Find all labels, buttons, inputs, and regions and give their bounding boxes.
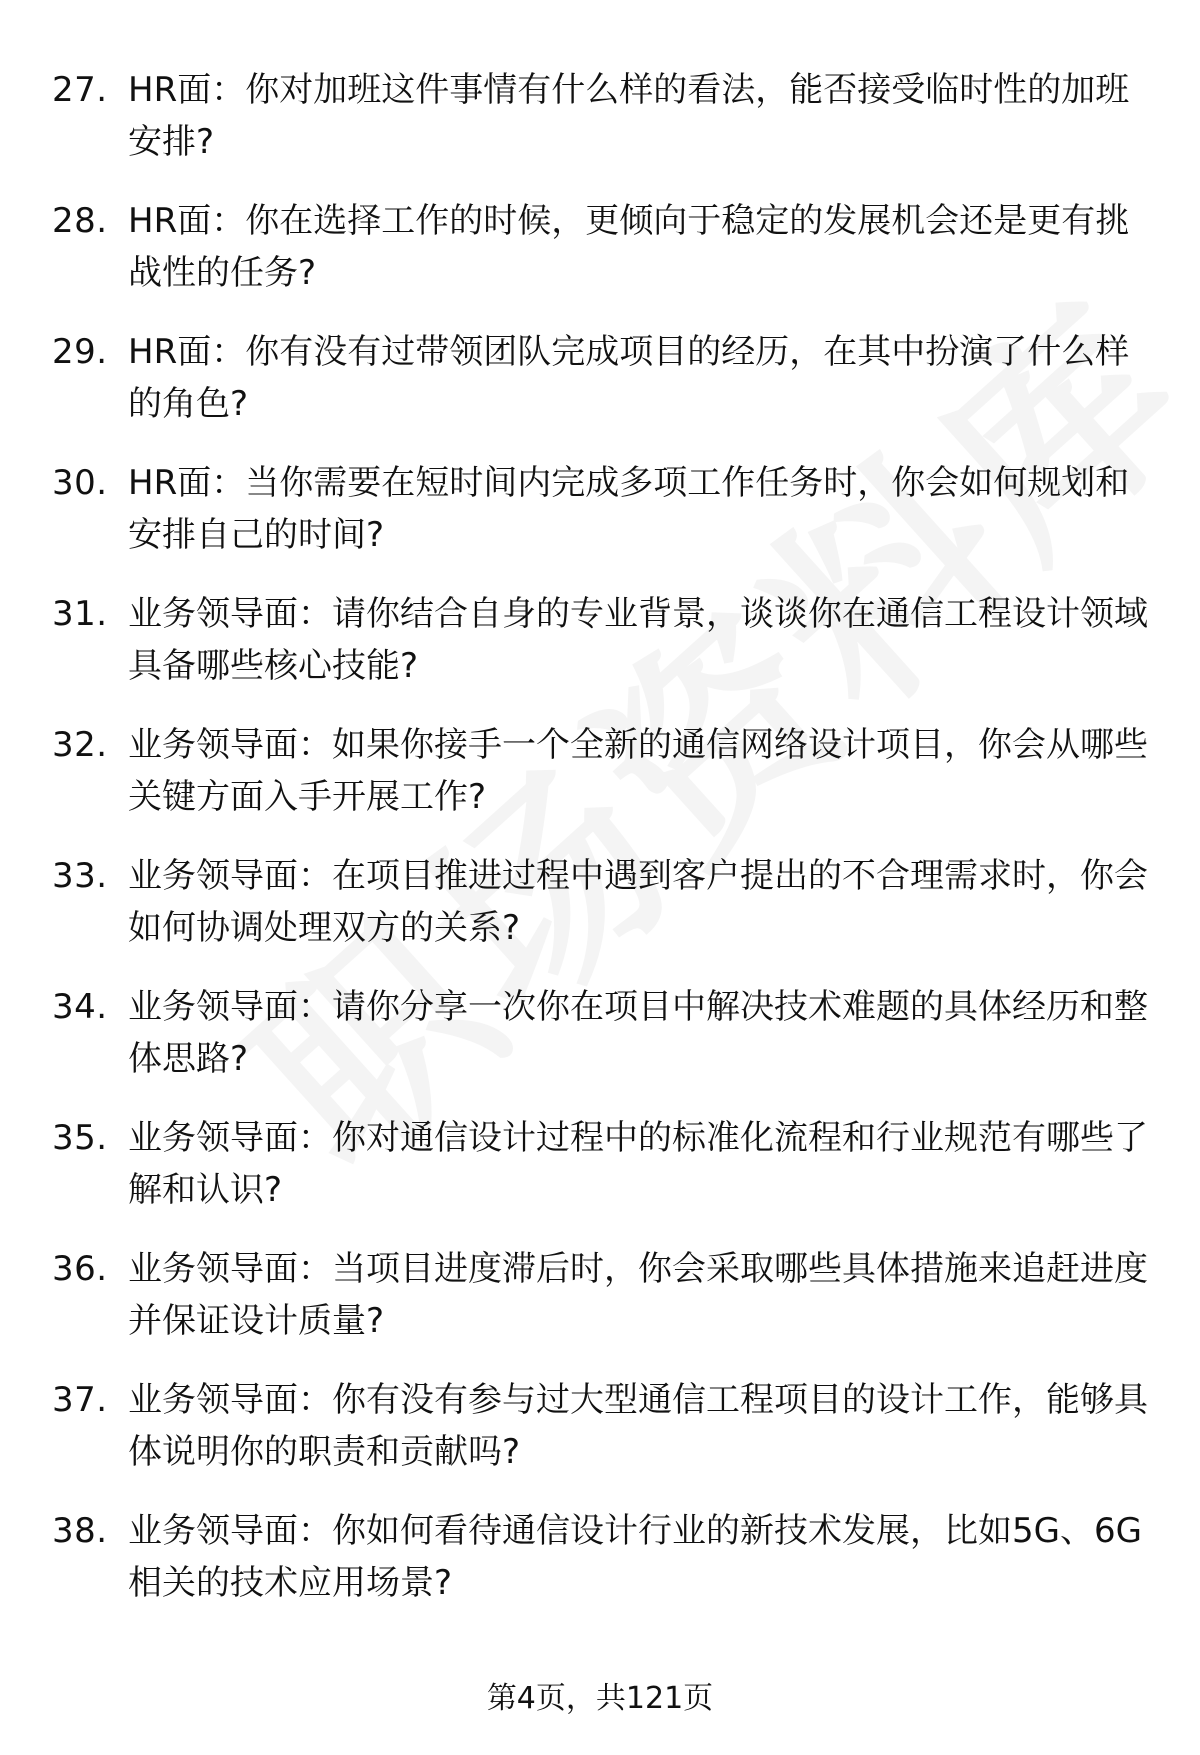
question-number: 36. xyxy=(52,1249,108,1289)
question-list xyxy=(0,56,1200,1628)
question-number: 35. xyxy=(52,1118,108,1158)
question-number: 29. xyxy=(52,332,108,372)
page-number-footer: 第4页，共121页 xyxy=(486,1681,714,1716)
question-item xyxy=(0,318,1200,449)
question-item xyxy=(0,449,1200,580)
question-number: 31. xyxy=(52,594,108,634)
question-text: 业务领导面：请你分享一次你在项目中解决技术难题的具体经历和整体思路? xyxy=(128,987,1148,1079)
question-text: 业务领导面：你对通信设计过程中的标准化流程和行业规范有哪些了解和认识? xyxy=(128,1118,1148,1210)
question-number: 27. xyxy=(52,70,108,110)
question-item xyxy=(0,580,1200,711)
question-text: 业务领导面：如果你接手一个全新的通信网络设计项目，你会从哪些关键方面入手开展工作? xyxy=(128,725,1148,817)
question-number: 33. xyxy=(52,856,108,896)
question-text: 业务领导面：当项目进度滞后时，你会采取哪些具体措施来追赶进度并保证设计质量? xyxy=(128,1249,1148,1341)
question-text: HR面：当你需要在短时间内完成多项工作任务时，你会如何规划和安排自己的时间? xyxy=(128,463,1130,555)
question-item xyxy=(0,1235,1200,1366)
question-text: HR面：你有没有过带领团队完成项目的经历，在其中扮演了什么样的角色? xyxy=(128,332,1130,424)
question-number: 34. xyxy=(52,987,108,1027)
question-text: HR面：你对加班这件事情有什么样的看法，能否接受临时性的加班安排? xyxy=(128,70,1130,162)
question-item xyxy=(0,1366,1200,1497)
question-number: 37. xyxy=(52,1380,108,1420)
question-item xyxy=(0,973,1200,1104)
question-number: 30. xyxy=(52,463,108,503)
question-number: 32. xyxy=(52,725,108,765)
question-text: HR面：你在选择工作的时候，更倾向于稳定的发展机会还是更有挑战性的任务? xyxy=(128,201,1130,293)
question-item xyxy=(0,842,1200,973)
question-item xyxy=(0,711,1200,842)
question-number: 28. xyxy=(52,201,108,241)
question-item xyxy=(0,1497,1200,1628)
question-item xyxy=(0,187,1200,318)
question-text: 业务领导面：在项目推进过程中遇到客户提出的不合理需求时，你会如何协调处理双方的关系? xyxy=(128,856,1148,948)
question-text: 业务领导面：请你结合自身的专业背景，谈谈你在通信工程设计领域具备哪些核心技能? xyxy=(128,594,1148,686)
question-item xyxy=(0,56,1200,187)
question-number: 38. xyxy=(52,1511,108,1551)
question-text: 业务领导面：你如何看待通信设计行业的新技术发展，比如5G、6G相关的技术应用场景? xyxy=(128,1511,1142,1603)
question-text: 业务领导面：你有没有参与过大型通信工程项目的设计工作，能够具体说明你的职责和贡献吗? xyxy=(128,1380,1148,1472)
question-item xyxy=(0,1104,1200,1235)
